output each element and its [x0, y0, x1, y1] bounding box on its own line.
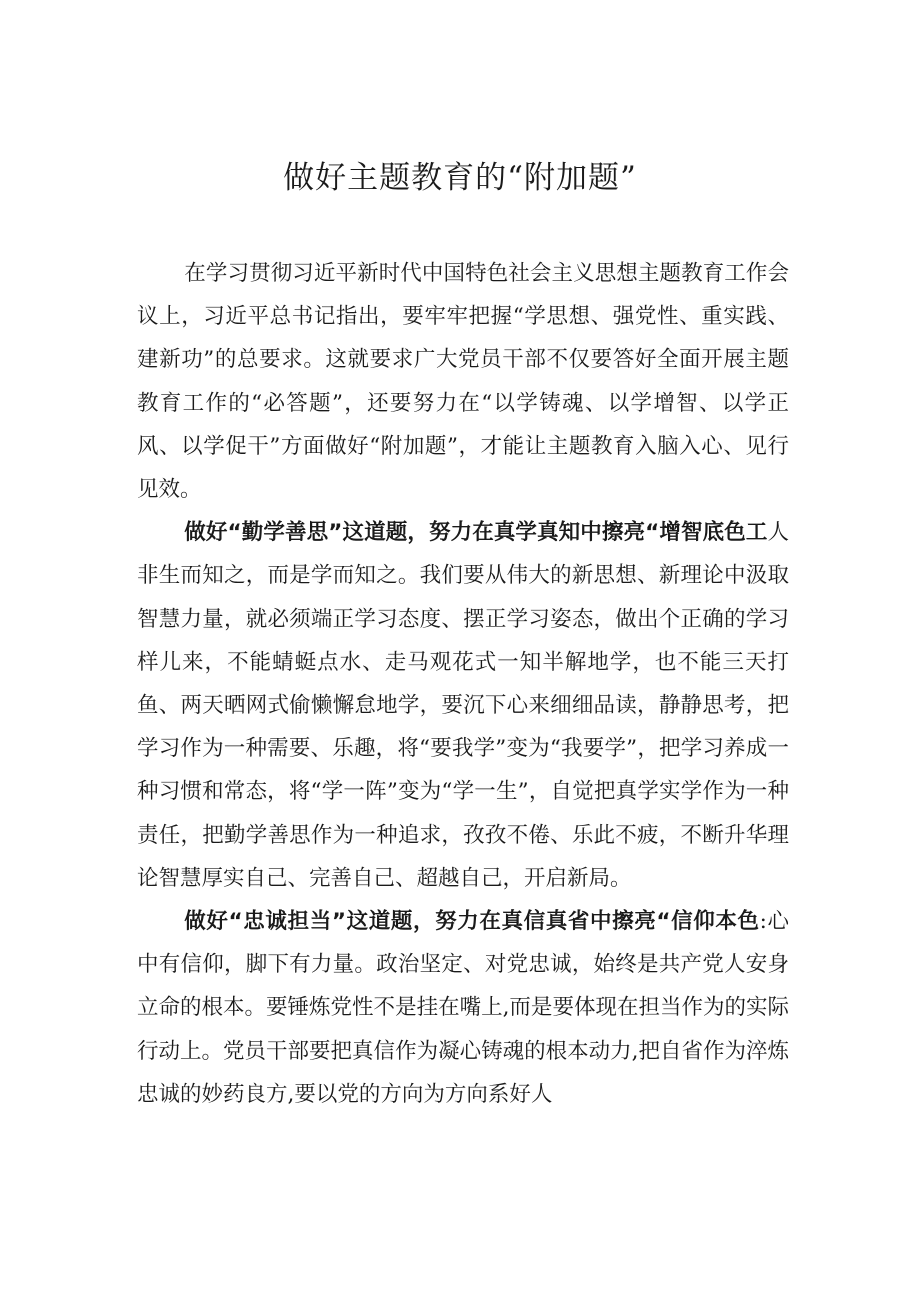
paragraph-text: 人非生而知之，而是学而知之。我们要从伟大的新思想、新理论中汲取智慧力量，就必须端正学习态度、摆正学习姿态，做出个正确的学习样儿来，不能蜻蜓点水、走马观花式一知半解地学，也不能三天打鱼、两天晒网式偷懒懈怠地学，要沉下心来细细品读，静静思考，把学习作为一种需要、乐趣，将“要我学”变为“我要学”，把学习养成一种习惯和常态，将“学一阵”变为“学一生”，自觉把真学实学作为一种责任，把勤学善思作为一种追求，孜孜不倦、乐此不疲，不断升华理论智慧厚实自己、完善自己、超越自己，开启新局。: [137, 520, 789, 891]
document-body: [137, 252, 789, 1116]
paragraph-loyalty: [137, 900, 789, 1116]
paragraph-study: [137, 511, 789, 900]
paragraph-text: :心中有信仰，脚下有力量。政治坚定、对党忠诚，始终是共产党人安身立命的根本。要锤炼党性不是挂在嘴上,而是要体现在担当作为的实际行动上。党员干部要把真信作为凝心铸魂的根本动力,把自省作为淬炼忠诚的妙药良方,要以党的方向为方向系好人: [137, 909, 789, 1107]
paragraph-heading: 做好“忠诚担当”这道题，努力在真信真省中擦亮“信仰本色: [184, 909, 760, 935]
paragraph-heading: 做好“勤学善思”这道题，努力在真学真知中擦亮“增智底色工: [184, 520, 768, 546]
paragraph-text: 在学习贯彻习近平新时代中国特色社会主义思想主题教育工作会议上，习近平总书记指出，要牢牢把握“学思想、强党性、重实践、建新功”的总要求。这就要求广大党员干部不仅要答好全面开展主题教育工作的“必答题”，还要努力在“以学铸魂、以学增智、以学正风、以学促干”方面做好“附加题”，才能让主题教育入脑入心、见行见效。: [137, 261, 789, 503]
document-title: 做好主题教育的“附加题”: [283, 160, 637, 196]
paragraph-intro: [137, 252, 789, 511]
